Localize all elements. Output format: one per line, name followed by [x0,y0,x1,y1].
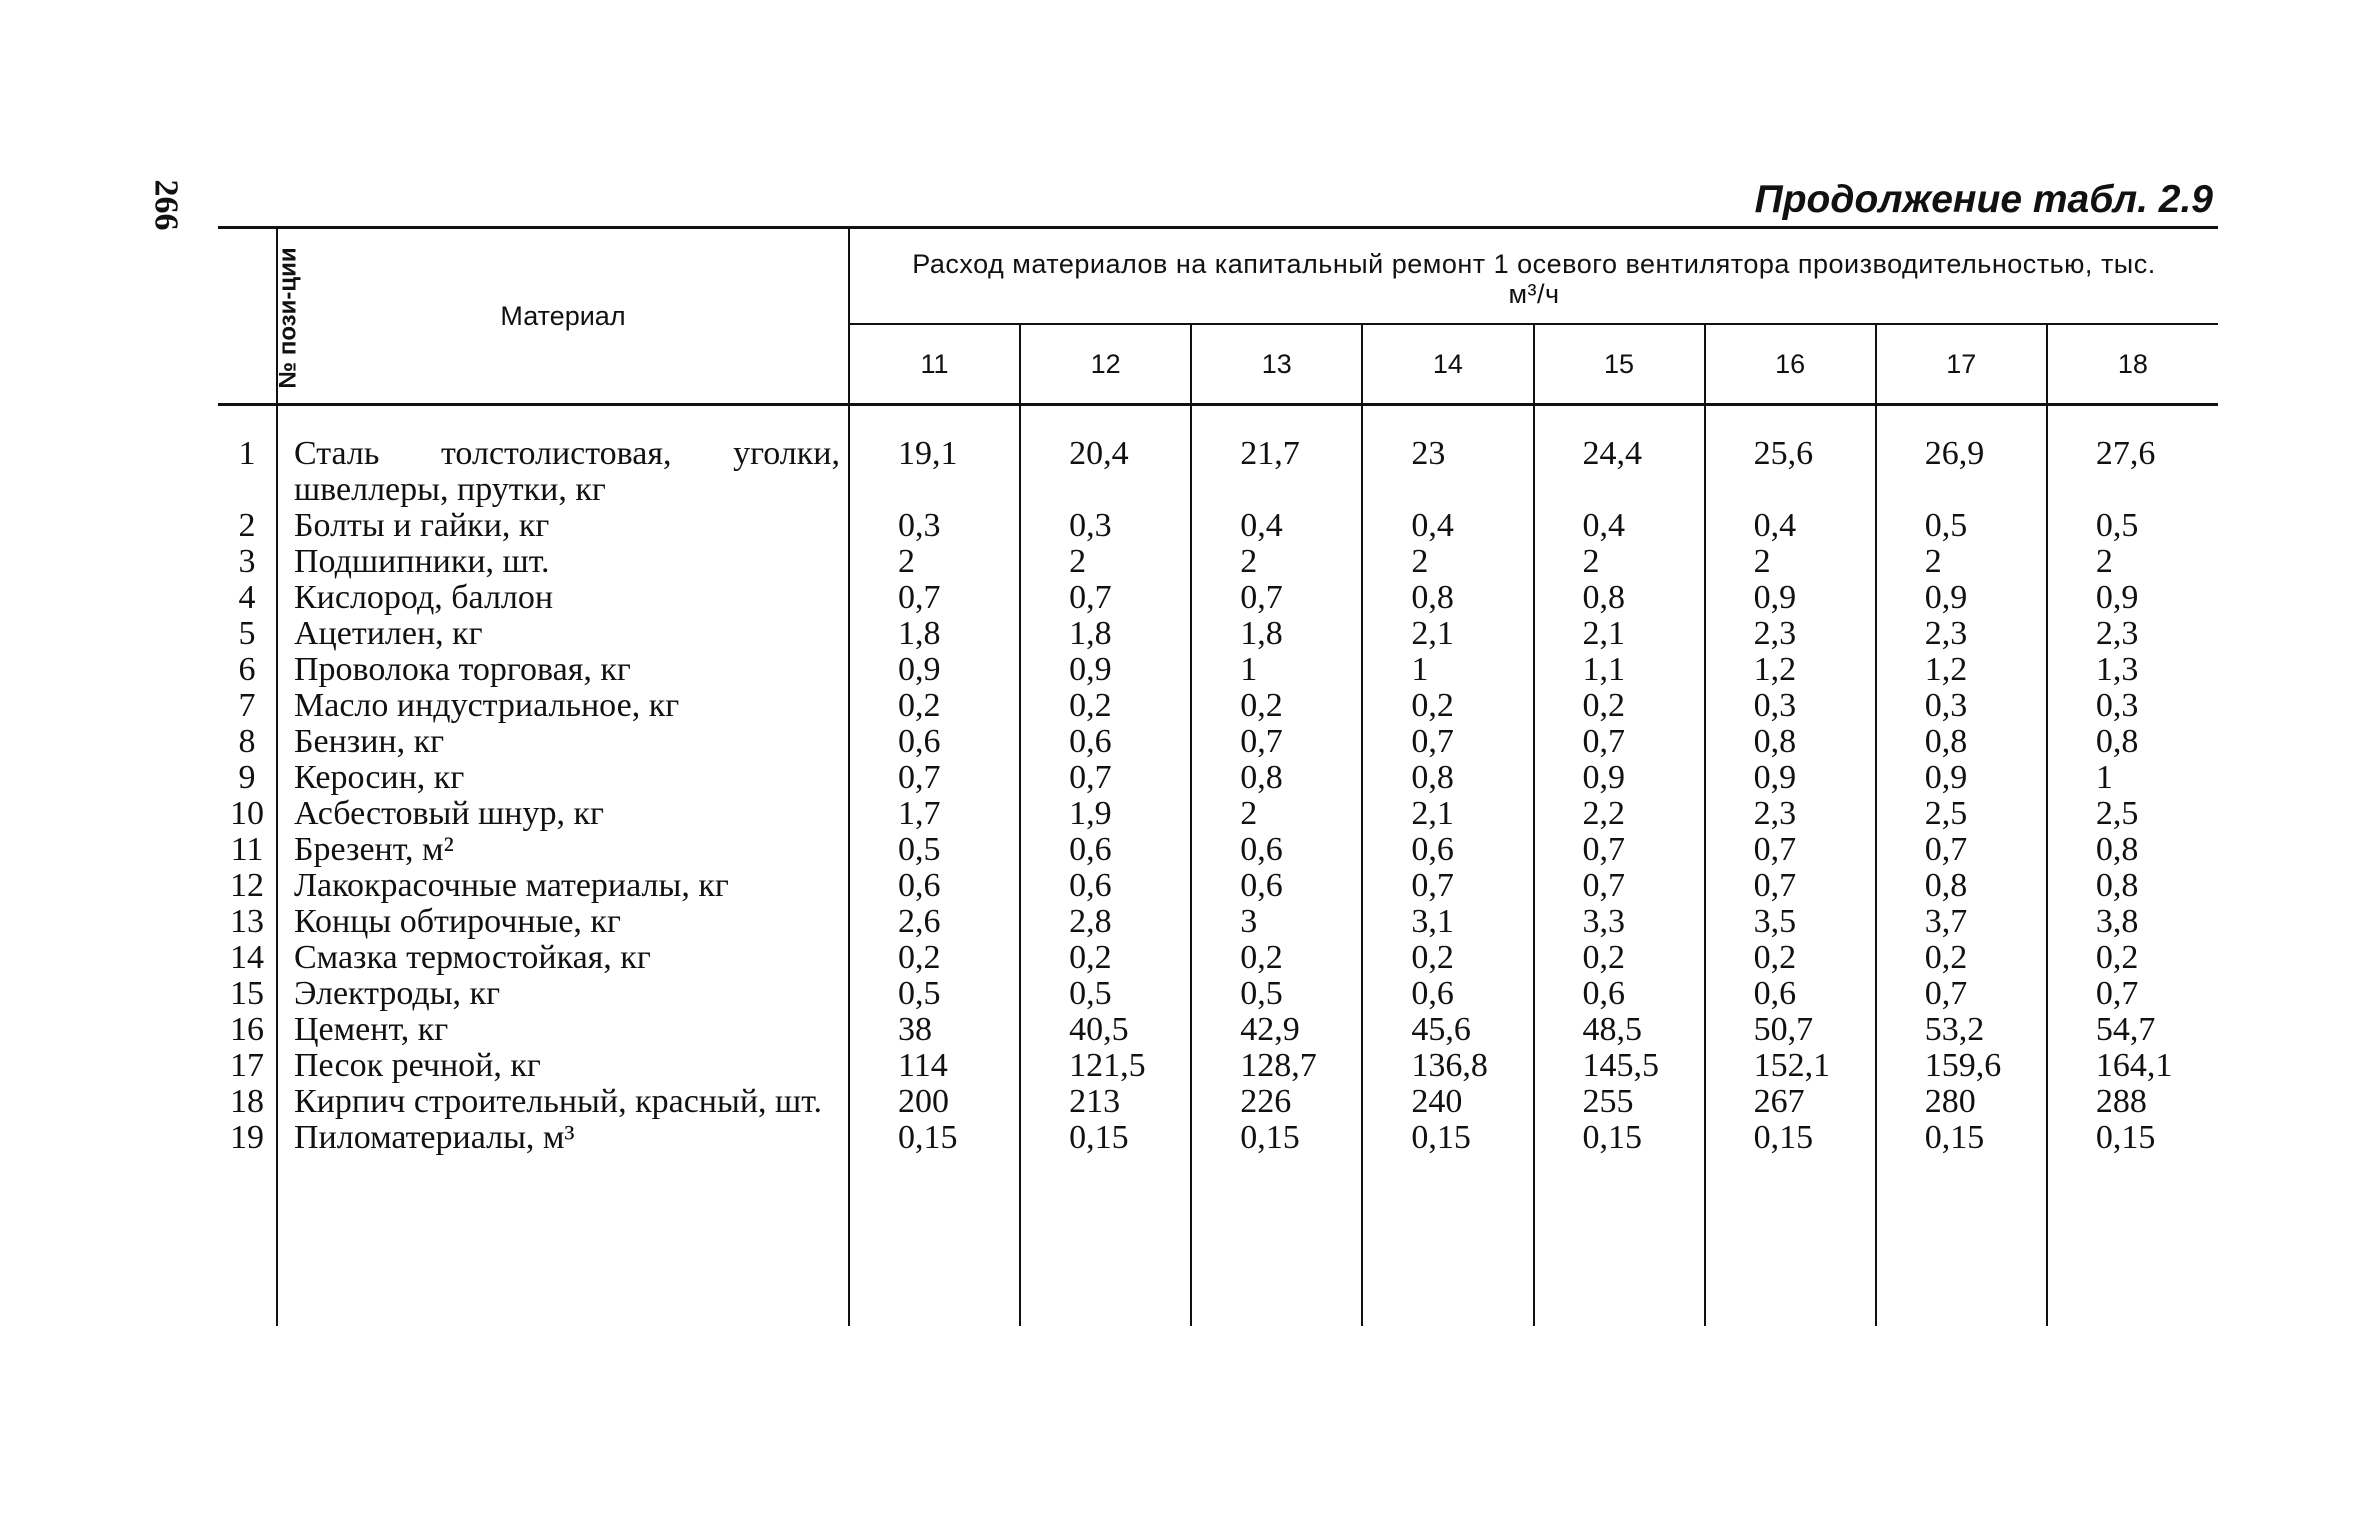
consumption-value: 0,9 [1705,760,1876,796]
consumption-value: 2 [849,544,1020,580]
position-number: 11 [218,832,277,868]
consumption-value: 0,15 [849,1120,1020,1156]
consumption-value: 0,8 [2095,723,2139,760]
consumption-value: 0,2 [1534,688,1705,724]
position-number: 1 [218,405,277,509]
empty-cell [218,1156,277,1326]
consumption-value: 200 [849,1084,1020,1120]
header-capacity-13: 13 [1191,324,1362,405]
consumption-value: 0,2 [1191,940,1362,976]
consumption-value: 2,3 [1876,616,2047,652]
consumption-value: 213 [1020,1084,1191,1120]
consumption-value: 0,9 [849,652,1020,688]
consumption-value: 0,8 [1876,724,2047,760]
material-name: Кислород, баллон [277,580,849,616]
consumption-value: 2,1 [1534,616,1705,652]
consumption-value: 50,7 [1705,1012,1876,1048]
consumption-value: 0,15 [1362,1120,1533,1156]
consumption-value: 0,9 [1876,580,2047,616]
consumption-value: 2,6 [849,904,1020,940]
consumption-value: 0,7 [1191,580,1362,616]
consumption-value: 0,7 [849,760,1020,796]
consumption-value: 1,8 [1191,616,1362,652]
header-capacity-16: 16 [1705,324,1876,405]
position-number: 9 [218,760,277,796]
consumption-value: 0,8 [1191,760,1362,796]
consumption-value: 0,7 [2095,975,2139,1012]
consumption-value: 0,15 [1020,1120,1191,1156]
consumption-value: 3,7 [1876,904,2047,940]
consumption-value: 2,1 [1362,796,1533,832]
consumption-value: 152,1 [1705,1048,1876,1084]
consumption-value: 136,8 [1362,1048,1533,1084]
consumption-value: 0,2 [1362,688,1533,724]
consumption-value: 0,7 [1534,724,1705,760]
consumption-value: 0,3 [1020,508,1191,544]
consumption-value: 0,2 [1191,688,1362,724]
consumption-value: 42,9 [1191,1012,1362,1048]
consumption-value: 2 [1191,796,1362,832]
consumption-value: 121,5 [1020,1048,1191,1084]
consumption-value: 0,5 [1020,976,1191,1012]
material-name: Песок речной, кг [277,1048,849,1084]
consumption-value: 1,8 [849,616,1020,652]
consumption-value: 0,3 [1876,688,2047,724]
table-body [218,405,2218,1327]
consumption-value: 2,3 [1705,616,1876,652]
consumption-value: 0,9 [2095,579,2139,616]
consumption-value: 26,9 [1876,405,2047,509]
consumption-value: 20,4 [1020,405,1191,509]
consumption-value: 0,2 [1020,688,1191,724]
consumption-value: 2,5 [2095,795,2139,832]
header-position: № пози-ции [218,228,277,405]
material-name: Брезент, м² [277,832,849,868]
consumption-value: 38 [849,1012,1020,1048]
consumption-value: 0,7 [1876,832,2047,868]
consumption-value: 3 [1191,904,1362,940]
consumption-value: 0,5 [1191,976,1362,1012]
consumption-value: 0,2 [849,688,1020,724]
empty-cell [1705,1156,1876,1326]
empty-cell [2047,1156,2218,1326]
consumption-value: 0,9 [1534,760,1705,796]
consumption-value: 0,6 [1020,868,1191,904]
table-row [218,940,2218,976]
consumption-value: 25,6 [1705,405,1876,509]
consumption-value: 145,5 [1534,1048,1705,1084]
consumption-value: 23 [1362,405,1533,509]
consumption-value: 0,7 [1020,580,1191,616]
consumption-value: 2 [1191,544,1362,580]
consumption-value: 267 [1705,1084,1876,1120]
consumption-value: 0,6 [1191,832,1362,868]
material-name: Пиломатериалы, м³ [277,1120,849,1156]
consumption-value: 0,9 [1705,580,1876,616]
position-number: 4 [218,580,277,616]
empty-cell [1876,1156,2047,1326]
consumption-value: 0,6 [849,724,1020,760]
header-consumption-group: Расход материалов на капитальный ремонт 1 осевого вентилятора производительностью, тыс. м³/ч [849,228,2218,325]
consumption-value: 0,2 [849,940,1020,976]
position-number: 8 [218,724,277,760]
consumption-value: 0,7 [1705,868,1876,904]
consumption-value: 3,1 [1362,904,1533,940]
consumption-value: 0,8 [1876,868,2047,904]
table-row [218,652,2218,688]
material-name: Электроды, кг [277,976,849,1012]
material-name: Керосин, кг [277,760,849,796]
consumption-value: 0,7 [1534,868,1705,904]
empty-cell [1534,1156,1705,1326]
consumption-value: 0,7 [1362,724,1533,760]
consumption-value: 2 [2095,543,2113,580]
consumption-value: 0,7 [1191,724,1362,760]
consumption-value: 1 [2095,759,2113,796]
consumption-value: 1,1 [1534,652,1705,688]
material-name: Сталь толстолистовая, уголки, швеллеры, прутки, кг [277,405,849,509]
consumption-value: 2,3 [1705,796,1876,832]
consumption-value: 0,7 [1876,976,2047,1012]
consumption-value: 0,5 [1876,508,2047,544]
material-name: Лакокрасочные материалы, кг [277,868,849,904]
position-number: 2 [218,508,277,544]
consumption-value: 3,3 [1534,904,1705,940]
consumption-value: 0,2 [2095,939,2139,976]
consumption-value: 1,2 [1876,652,2047,688]
table-row [218,832,2218,868]
consumption-value: 0,6 [1020,832,1191,868]
table-row [218,868,2218,904]
empty-cell [849,1156,1020,1326]
consumption-value: 159,6 [1876,1048,2047,1084]
consumption-value: 0,5 [849,832,1020,868]
materials-table-wrapper [218,226,2218,1366]
consumption-value: 0,15 [1191,1120,1362,1156]
consumption-value: 0,2 [1020,940,1191,976]
consumption-value: 0,8 [2095,867,2139,904]
position-number: 12 [218,868,277,904]
header-capacity-17: 17 [1876,324,2047,405]
material-name: Асбестовый шнур, кг [277,796,849,832]
material-name: Цемент, кг [277,1012,849,1048]
consumption-value: 0,15 [1876,1120,2047,1156]
consumption-value: 1,9 [1020,796,1191,832]
consumption-value: 0,7 [849,580,1020,616]
position-number: 5 [218,616,277,652]
consumption-value: 0,3 [1705,688,1876,724]
consumption-value: 0,7 [1705,832,1876,868]
consumption-value: 24,4 [1534,405,1705,509]
consumption-value: 128,7 [1191,1048,1362,1084]
consumption-value: 0,15 [2095,1119,2156,1156]
material-name: Проволока торговая, кг [277,652,849,688]
consumption-value: 0,2 [1705,940,1876,976]
consumption-value: 0,7 [1534,832,1705,868]
position-number: 6 [218,652,277,688]
table-row [218,760,2218,796]
consumption-value: 1 [1191,652,1362,688]
consumption-value: 0,4 [1191,508,1362,544]
consumption-value: 2,3 [2095,615,2139,652]
consumption-value: 0,15 [1705,1120,1876,1156]
table-row [218,508,2218,544]
consumption-value: 1,2 [1705,652,1876,688]
table-row [218,616,2218,652]
header-capacity-14: 14 [1362,324,1533,405]
consumption-value: 0,5 [2095,507,2139,544]
empty-cell [1020,1156,1191,1326]
header-capacity-12: 12 [1020,324,1191,405]
consumption-value: 0,6 [1362,976,1533,1012]
table-row [218,1084,2218,1120]
consumption-value: 0,9 [1020,652,1191,688]
consumption-value: 2,1 [1362,616,1533,652]
consumption-value: 0,15 [1534,1120,1705,1156]
consumption-value: 53,2 [1876,1012,2047,1048]
table-row [218,796,2218,832]
material-name: Концы обтирочные, кг [277,904,849,940]
table-row [218,544,2218,580]
consumption-value: 0,2 [1534,940,1705,976]
table-filler-row [218,1156,2218,1326]
position-number: 3 [218,544,277,580]
position-number: 16 [218,1012,277,1048]
consumption-value: 2 [1362,544,1533,580]
empty-cell [1191,1156,1362,1326]
position-number: 14 [218,940,277,976]
header-material: Материал [277,228,849,405]
material-name: Болты и гайки, кг [277,508,849,544]
material-name: Смазка термостойкая, кг [277,940,849,976]
consumption-value: 2,8 [1020,904,1191,940]
position-number: 13 [218,904,277,940]
consumption-value: 0,9 [1876,760,2047,796]
header-capacity-15: 15 [1534,324,1705,405]
consumption-value: 2 [1876,544,2047,580]
consumption-value: 0,2 [1362,940,1533,976]
consumption-value: 21,7 [1191,405,1362,509]
consumption-value: 0,8 [1534,580,1705,616]
material-name: Ацетилен, кг [277,616,849,652]
consumption-value: 3,5 [1705,904,1876,940]
consumption-value: 0,2 [1876,940,2047,976]
consumption-value: 45,6 [1362,1012,1533,1048]
table-header [218,228,2218,405]
position-number: 10 [218,796,277,832]
consumption-value: 2 [1534,544,1705,580]
consumption-value: 0,6 [1020,724,1191,760]
consumption-value: 2 [1020,544,1191,580]
page-number: 266 [147,179,185,231]
consumption-value: 0,6 [1191,868,1362,904]
consumption-value: 255 [1534,1084,1705,1120]
consumption-value: 1,3 [2095,651,2139,688]
consumption-value: 54,7 [2095,1011,2156,1048]
consumption-value: 40,5 [1020,1012,1191,1048]
consumption-value: 0,6 [1534,976,1705,1012]
table-row [218,1048,2218,1084]
consumption-value: 3,8 [2095,903,2139,940]
table-row [218,904,2218,940]
consumption-value: 0,4 [1705,508,1876,544]
consumption-value: 0,8 [1362,580,1533,616]
consumption-value: 1,8 [1020,616,1191,652]
material-name: Кирпич строительный, красный, шт. [277,1084,849,1120]
position-number: 19 [218,1120,277,1156]
position-number: 15 [218,976,277,1012]
consumption-value: 0,4 [1534,508,1705,544]
consumption-value: 0,6 [1362,832,1533,868]
position-number: 7 [218,688,277,724]
table-row [218,724,2218,760]
consumption-value: 0,3 [849,508,1020,544]
consumption-value: 2 [1705,544,1876,580]
table-caption: Продолжение табл. 2.9 [1754,178,2213,221]
consumption-value: 114 [849,1048,1020,1084]
table-row [218,1120,2218,1156]
consumption-value: 2,2 [1534,796,1705,832]
table-row [218,688,2218,724]
consumption-value: 0,7 [1362,868,1533,904]
header-capacity-18: 18 [2117,348,2148,379]
consumption-value: 19,1 [849,405,1020,509]
consumption-value: 0,5 [849,976,1020,1012]
empty-cell [1362,1156,1533,1326]
consumption-value: 0,6 [1705,976,1876,1012]
consumption-value: 27,6 [2095,435,2156,472]
material-name: Подшипники, шт. [277,544,849,580]
material-name: Масло индустриальное, кг [277,688,849,724]
position-number: 18 [218,1084,277,1120]
position-number: 17 [218,1048,277,1084]
consumption-value: 240 [1362,1084,1533,1120]
consumption-value: 1,7 [849,796,1020,832]
table-row [218,976,2218,1012]
material-name: Бензин, кг [277,724,849,760]
consumption-value: 0,4 [1362,508,1533,544]
header-capacity-11: 11 [849,324,1020,405]
table-row [218,405,2218,509]
consumption-value: 0,8 [2095,831,2139,868]
consumption-value: 0,6 [849,868,1020,904]
consumption-value: 280 [1876,1084,2047,1120]
consumption-value: 0,7 [1020,760,1191,796]
consumption-value: 288 [2095,1083,2147,1120]
table-row [218,1012,2218,1048]
consumption-value: 0,3 [2095,687,2139,724]
consumption-value: 164,1 [2095,1047,2173,1084]
consumption-value: 0,8 [1705,724,1876,760]
empty-cell [277,1156,849,1326]
consumption-value: 226 [1191,1084,1362,1120]
materials-table [218,226,2218,1326]
table-row [218,580,2218,616]
consumption-value: 1 [1362,652,1533,688]
consumption-value: 48,5 [1534,1012,1705,1048]
consumption-value: 2,5 [1876,796,2047,832]
consumption-value: 0,8 [1362,760,1533,796]
